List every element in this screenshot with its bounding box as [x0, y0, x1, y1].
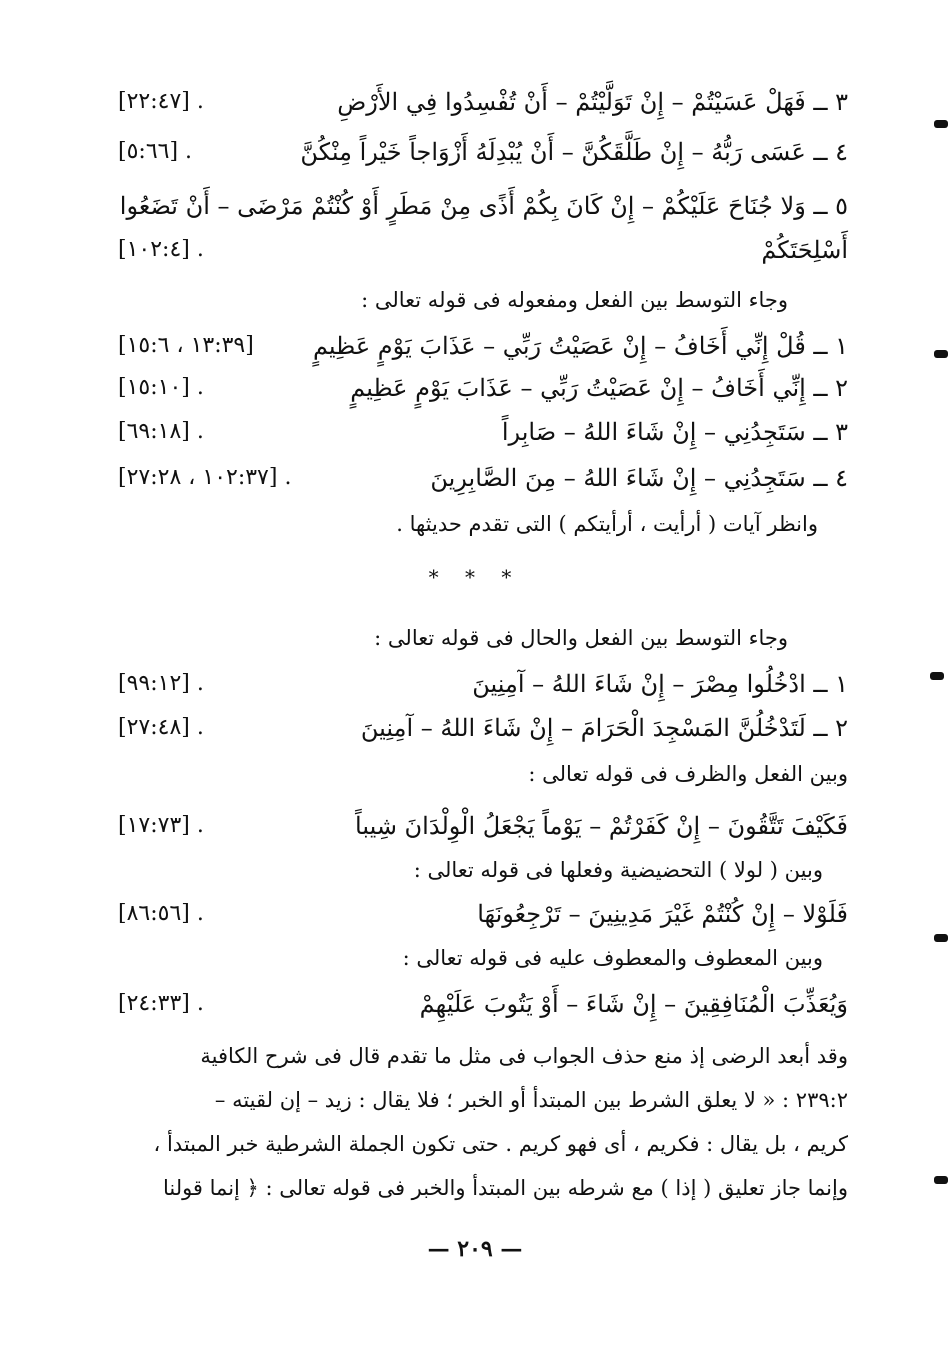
heading-text: وبين ( لولا ) التحضيضية وفعلها فى قوله تعالى : [413, 858, 823, 882]
verse-line [118, 984, 848, 1024]
verse-reference: [١٠٢:٤] . [118, 237, 204, 262]
verse-line [118, 664, 848, 704]
verse-text: وَيُعَذِّبَ الْمُنَافِقِينَ – إِنْ شَاءَ – أَوْ يَتُوبَ عَلَيْهِمْ [419, 990, 848, 1018]
verse-text: ٤ ــ عَسَى رَبُّهُ – إِنْ طَلَّقَكُنَّ – أَنْ يُبْدِلَهُ أَزْوَاجاً خَيْراً مِنْكُنَّ [300, 138, 848, 166]
paragraph-text: ٢٣٩:٢ : « لا يعلق الشرط بين المبتدأ أو الخبر ؛ فلا يقال : زيد – إن لقيته – [214, 1088, 848, 1112]
verse-text: ٣ ــ سَتَجِدُنِي – إِنْ شَاءَ اللهُ – صَابِراً [501, 418, 848, 446]
verse-line [118, 132, 848, 172]
heading-text: وجاء التوسط بين الفعل ومفعوله فى قوله تعالى : [361, 288, 788, 312]
verse-line [118, 458, 848, 498]
verse-line [118, 230, 848, 270]
verse-text: فَلَوْلا – إِنْ كُنْتُمْ غَيْرَ مَدِينِينَ – تَرْجِعُونَهَا [477, 900, 848, 928]
verse-reference: [٢٢:٤٧] . [118, 89, 204, 114]
verse-line [118, 368, 848, 408]
verse-reference: [٨٦:٥٦] . [118, 901, 204, 926]
binding-mark [934, 1176, 948, 1184]
verse-text: ١ ــ ادْخُلُوا مِصْرَ – إِنْ شَاءَ اللهُ – آمِنِينَ [472, 670, 848, 698]
verse-line [118, 186, 848, 226]
verse-reference: [١٥:١٠] . [118, 375, 204, 400]
verse-line [118, 894, 848, 934]
verse-text: ٥ ــ وَلا جُنَاحَ عَلَيْكُمْ – إِنْ كَانَ بِكُمْ أَذًى مِنْ مَطَرٍ أَوْ كُنْتُمْ مَرْضَى – أَنْ تَضَعُوا [119, 192, 848, 220]
verse-reference: [٢٧:٤٨] . [118, 715, 204, 740]
verse-text: ٢ ــ إِنِّي أَخَافُ – إِنْ عَصَيْتُ رَبِّي – عَذَابَ يَوْمٍ عَظِيمٍ [350, 374, 848, 402]
verse-line [118, 806, 848, 846]
heading-line [118, 938, 823, 978]
verse-text: فَكَيْفَ تَتَّقُونَ – إِنْ كَفَرْتُمْ – يَوْماً يَجْعَلُ الْوِلْدَانَ شِيباً [355, 812, 848, 840]
heading-text: وبين الفعل والظرف فى قوله تعالى : [528, 762, 848, 786]
verse-line [118, 708, 848, 748]
heading-line [118, 618, 788, 658]
verse-reference: [٦٩:١٨] . [118, 419, 204, 444]
page-number: — ٢٠٩ — [427, 1236, 523, 1262]
verse-text: ٤ ــ سَتَجِدُنِي – إِنْ شَاءَ اللهُ – مِنَ الصَّابِرِينَ [430, 464, 848, 492]
verse-line [118, 412, 848, 452]
binding-mark [934, 120, 948, 128]
paragraph-text: وقد أبعد الرضى إذ منع حذف الجواب فى مثل ما تقدم قال فى شرح الكافية [200, 1044, 848, 1068]
paragraph-line [118, 1036, 848, 1076]
verse-text: أَسْلِحَتَكُمْ [761, 236, 848, 264]
paragraph-text: كريم ، بل يقال : فكريم ، أى فهو كريم . حتى تكون الجملة الشرطية خبر المبتدأ ، [153, 1132, 848, 1156]
verse-line [118, 82, 848, 122]
verse-reference: [١٠٢:٣٧ ، ٢٧:٢٨] . [118, 465, 292, 490]
verse-reference: [٥:٦٦] . [118, 139, 193, 164]
verse-text: ١ ــ قُلْ إِنِّي أَخَافُ – إِنْ عَصَيْتُ رَبِّي – عَذَابَ يَوْمٍ عَظِيمٍ [312, 332, 848, 360]
verse-line [118, 326, 848, 366]
heading-text: وبين المعطوف والمعطوف عليه فى قوله تعالى : [402, 946, 823, 970]
paragraph-line [118, 1124, 848, 1164]
heading-text: وجاء التوسط بين الفعل والحال فى قوله تعالى : [374, 626, 788, 650]
heading-line [118, 754, 848, 794]
heading-line [118, 280, 788, 320]
binding-mark [934, 350, 948, 358]
paragraph-text: وإنما جاز تعليق ( إذا ) مع شرطه بين المبتدأ والخبر فى قوله تعالى : ﴿ إنما قولنا [162, 1176, 848, 1200]
binding-mark [934, 934, 948, 942]
verse-reference: [١٧:٧٣] . [118, 813, 204, 838]
verse-reference: [٩٩:١٢] . [118, 671, 204, 696]
heading-line [118, 850, 823, 890]
binding-mark [930, 672, 944, 680]
verse-reference: [٢٤:٣٣] . [118, 991, 204, 1016]
section-separator: * * * [428, 565, 522, 589]
verse-reference: [١٣:٣٩ ، ١٥:٦] [118, 333, 254, 358]
verse-text: ٢ ــ لَتَدْخُلُنَّ المَسْجِدَ الْحَرَامَ – إِنْ شَاءَ اللهُ – آمِنِينَ [360, 714, 848, 742]
paragraph-line [118, 1080, 848, 1120]
verse-text: ٣ ــ فَهَلْ عَسَيْتُمْ – إِنْ تَوَلَّيْتُمْ – أَنْ تُفْسِدُوا فِي الأَرْضِ [337, 88, 848, 116]
note-line [118, 504, 818, 544]
note-text: وانظر آيات ( أرأيت ، أرأيتكم ) التى تقدم حديثها . [396, 512, 818, 536]
paragraph-line [118, 1168, 848, 1208]
